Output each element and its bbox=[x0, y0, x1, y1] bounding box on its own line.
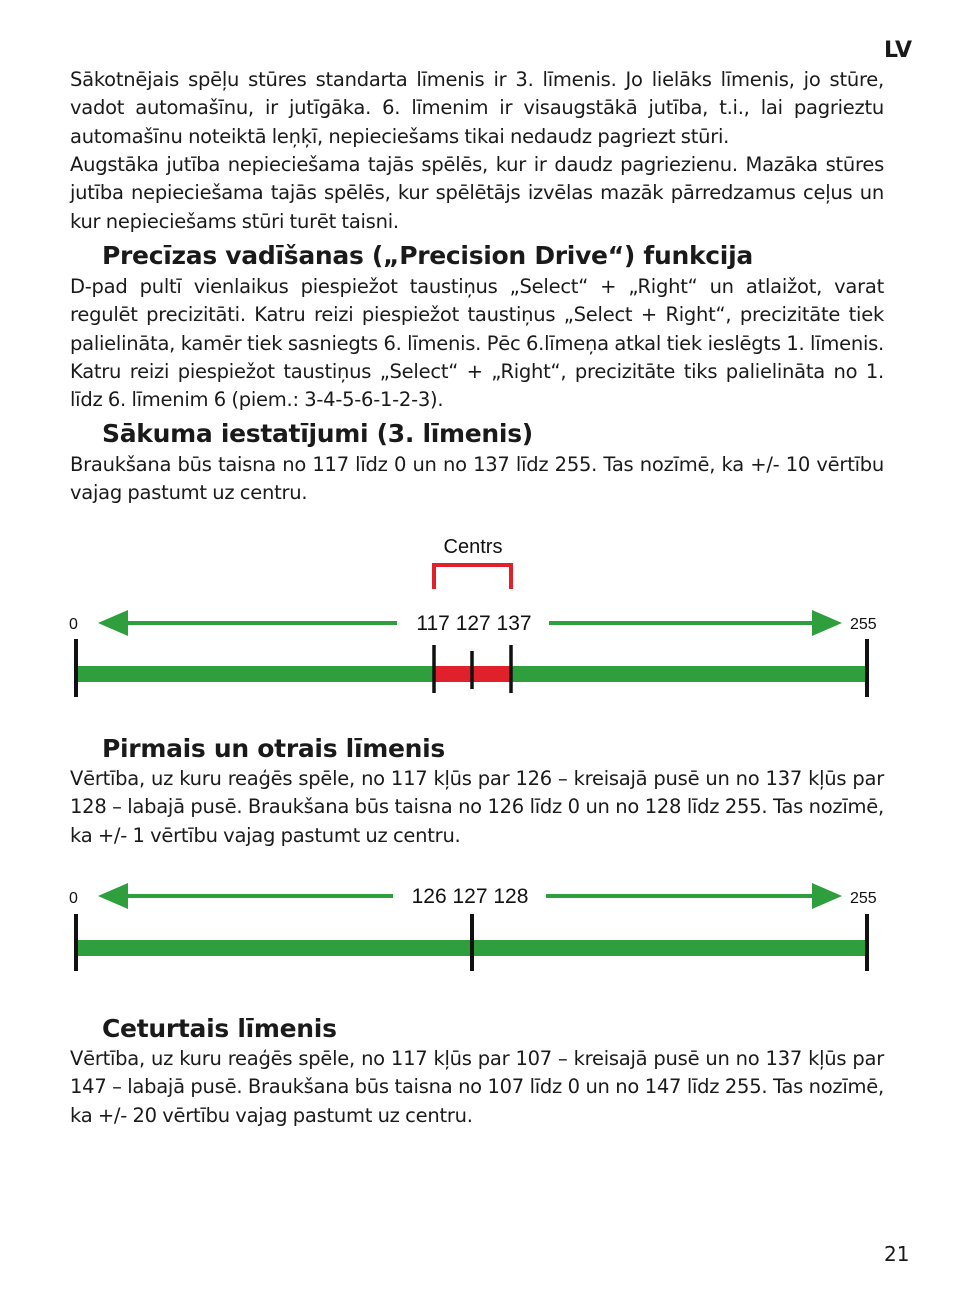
max-label: 255 bbox=[850, 890, 877, 907]
level-4-body: Vērtība, uz kuru reaģēs spēle, no 117 kļūs par 107 – kreisajā pusē un no 137 kļūs par 147 – labajā pusē. Braukšana būs taisna no 107 līdz 0 un no 147 līdz 255. Tas nozīmē, ka +/- 20 vērtību vajag pastumt uz centru. bbox=[70, 1047, 884, 1127]
levels-1-2-body: Vērtība, uz kuru reaģēs spēle, no 117 kļūs par 126 – kreisajā pusē un no 137 kļūs par 128 – labajā pusē. Braukšana būs taisna no 126 līdz 0 un no 128 līdz 255. Tas nozīmē, ka +/- 1 vērtību vajag pastumt uz centru. bbox=[70, 767, 884, 847]
min-label: 0 bbox=[69, 890, 78, 907]
center-values: 117 127 137 bbox=[416, 612, 532, 635]
language-code: LV bbox=[884, 38, 913, 63]
level-1-2-range-diagram bbox=[0, 870, 954, 980]
range-bar-left bbox=[76, 666, 434, 682]
range-bar-left bbox=[76, 940, 472, 956]
center-label: Centrs bbox=[443, 536, 503, 558]
right-arrow-head bbox=[812, 883, 842, 909]
level-4-heading: Ceturtais līmenis bbox=[102, 1014, 337, 1043]
right-arrow-head bbox=[812, 610, 842, 636]
left-arrow-head bbox=[98, 610, 128, 636]
intro-paragraph-2: Augstāka jutība nepieciešama tajās spēlēs, kur ir daudz pagriezienu. Mazāka stūres jutība nepieciešama tajās spēlēs, kur spēlētājs izvēlas mazāk pārredzamus ceļus un kur nepieciešams stūri turēt taisni. bbox=[70, 153, 884, 233]
default-settings-body: Braukšana būs taisna no 117 līdz 0 un no 137 līdz 255. Tas nozīmē, ka +/- 10 vērtību vajag pastumt uz centru. bbox=[70, 453, 884, 505]
center-values: 126 127 128 bbox=[411, 885, 529, 908]
page-number: 21 bbox=[884, 1242, 910, 1266]
max-label: 255 bbox=[850, 616, 877, 633]
center-bracket bbox=[434, 565, 511, 589]
levels-1-2-heading: Pirmais un otrais līmenis bbox=[102, 734, 445, 763]
precision-drive-heading: Precīzas vadīšanas („Precision Drive“) funkcija bbox=[102, 241, 753, 270]
range-bar-right bbox=[511, 666, 867, 682]
precision-drive-body: D-pad pultī vienlaikus piespiežot taustiņus „Select“ + „Right“ un atlaižot, varat regulēt precizitāti. Katru reizi piespiežot taustiņus „Select + Right“, precizitāte tiek palielināta, kamēr tiek sasniegts 6. līmenis. Pēc 6.līmeņa atkal tiek ieslēgts 1. līmenis. Katru reizi piespiežot taustiņus „Select“ + „Right“, precizitāte tiks palielināta no 1. līdz 6. līmenim 6 (piem.: 3-4-5-6-1-2-3). bbox=[70, 275, 884, 412]
range-bar-right bbox=[472, 940, 867, 956]
left-arrow-head bbox=[98, 883, 128, 909]
intro-paragraph-1: Sākotnējais spēļu stūres standarta līmenis ir 3. līmenis. Jo lielāks līmenis, jo stūre, vadot automašīnu, ir jutīgāka. 6. līmenim ir visaugstākā jutība, t.i., lai pagrieztu automašīnu noteiktā leņķī, nepieciešams tikai nedaudz pagriezt stūri. bbox=[70, 68, 884, 148]
level-3-range-diagram bbox=[0, 525, 954, 705]
min-label: 0 bbox=[69, 616, 78, 633]
default-settings-heading: Sākuma iestatījumi (3. līmenis) bbox=[102, 419, 533, 448]
